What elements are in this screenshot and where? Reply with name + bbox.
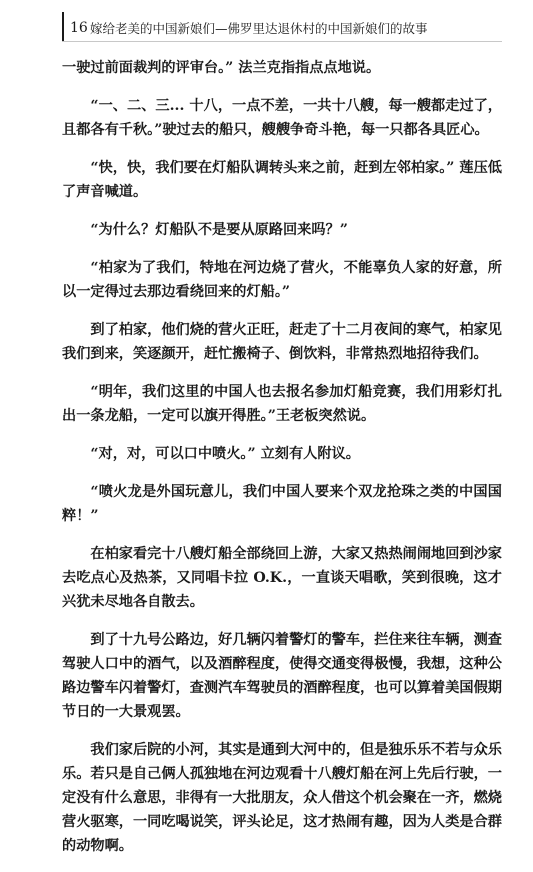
paragraph-1: 一驶过前面裁判的评审台。” 法兰克指指点点地说。 <box>62 60 381 76</box>
paragraph-10: 在柏家看完十八艘灯船全部绕回上游，大家又热热闹闹地回到沙家去吃点心及热茶，又同唱卡拉 O.K.，一直谈天唱歌，笑到很晚，这才兴犹未尽地各自散去。 <box>62 546 502 610</box>
paragraph-9: “喷火龙是外国玩意儿，我们中国人要来个双龙抢珠之类的中国国粹！” <box>62 484 502 524</box>
header-divider <box>62 41 502 42</box>
page-number: 16 <box>70 20 88 36</box>
running-title: 嫁给老美的中国新娘们—佛罗里达退休村的中国新娘们的故事 <box>90 21 428 36</box>
paragraph-4: “为什么？灯船队不是要从原路回来吗？” <box>90 222 348 238</box>
paragraph-7: “明年，我们这里的中国人也去报名参加灯船竞赛，我们用彩灯扎出一条龙船，一定可以旗开得胜。”王老板突然说。 <box>62 384 502 424</box>
paragraph-3: “快，快，我们要在灯船队调转头来之前，赶到左邻柏家。” 莲压低了声音喊道。 <box>62 160 502 200</box>
body-text <box>62 56 502 872</box>
paragraph-12: 我们家后院的小河，其实是通到大河中的，但是独乐乐不若与众乐乐。若只是自己俩人孤独地在河边观看十八艘灯船在河上先后行驶，一定没有什么意思，非得有一大批朋友，众人借这个机会聚在一齐，燃烧营火驱寒，一同吃喝说笑，评头论足，这才热闹有趣，因为人类是合群的动物啊。 <box>62 742 502 854</box>
paragraph-2: “一、二、三... 十八，一点不差，一共十八艘，每一艘都走过了，且都各有千秋。”驶过去的船只，艘艘争奇斗艳，每一只都各具匠心。 <box>62 98 502 138</box>
paragraph-11: 到了十九号公路边，好几辆闪着警灯的警车，拦住来往车辆，测查驾驶人口中的酒气，以及酒醉程度，使得交通变得极慢，我想，这种公路边警车闪着警灯，查测汽车驾驶员的酒醉程度，也可以算着美国假期节日的一大景观罢。 <box>62 632 502 720</box>
header-vertical-rule <box>62 12 64 42</box>
paragraph-8: “对，对，可以口中喷火。” 立刻有人附议。 <box>90 446 360 462</box>
paragraph-6: 到了柏家，他们烧的营火正旺，赶走了十二月夜间的寒气，柏家见我们到来，笑逐颜开，赶忙搬椅子、倒饮料，非常热烈地招待我们。 <box>62 322 502 362</box>
paragraph-5: “柏家为了我们，特地在河边烧了营火，不能辜负人家的好意，所以一定得过去那边看绕回来的灯船。” <box>62 260 502 300</box>
